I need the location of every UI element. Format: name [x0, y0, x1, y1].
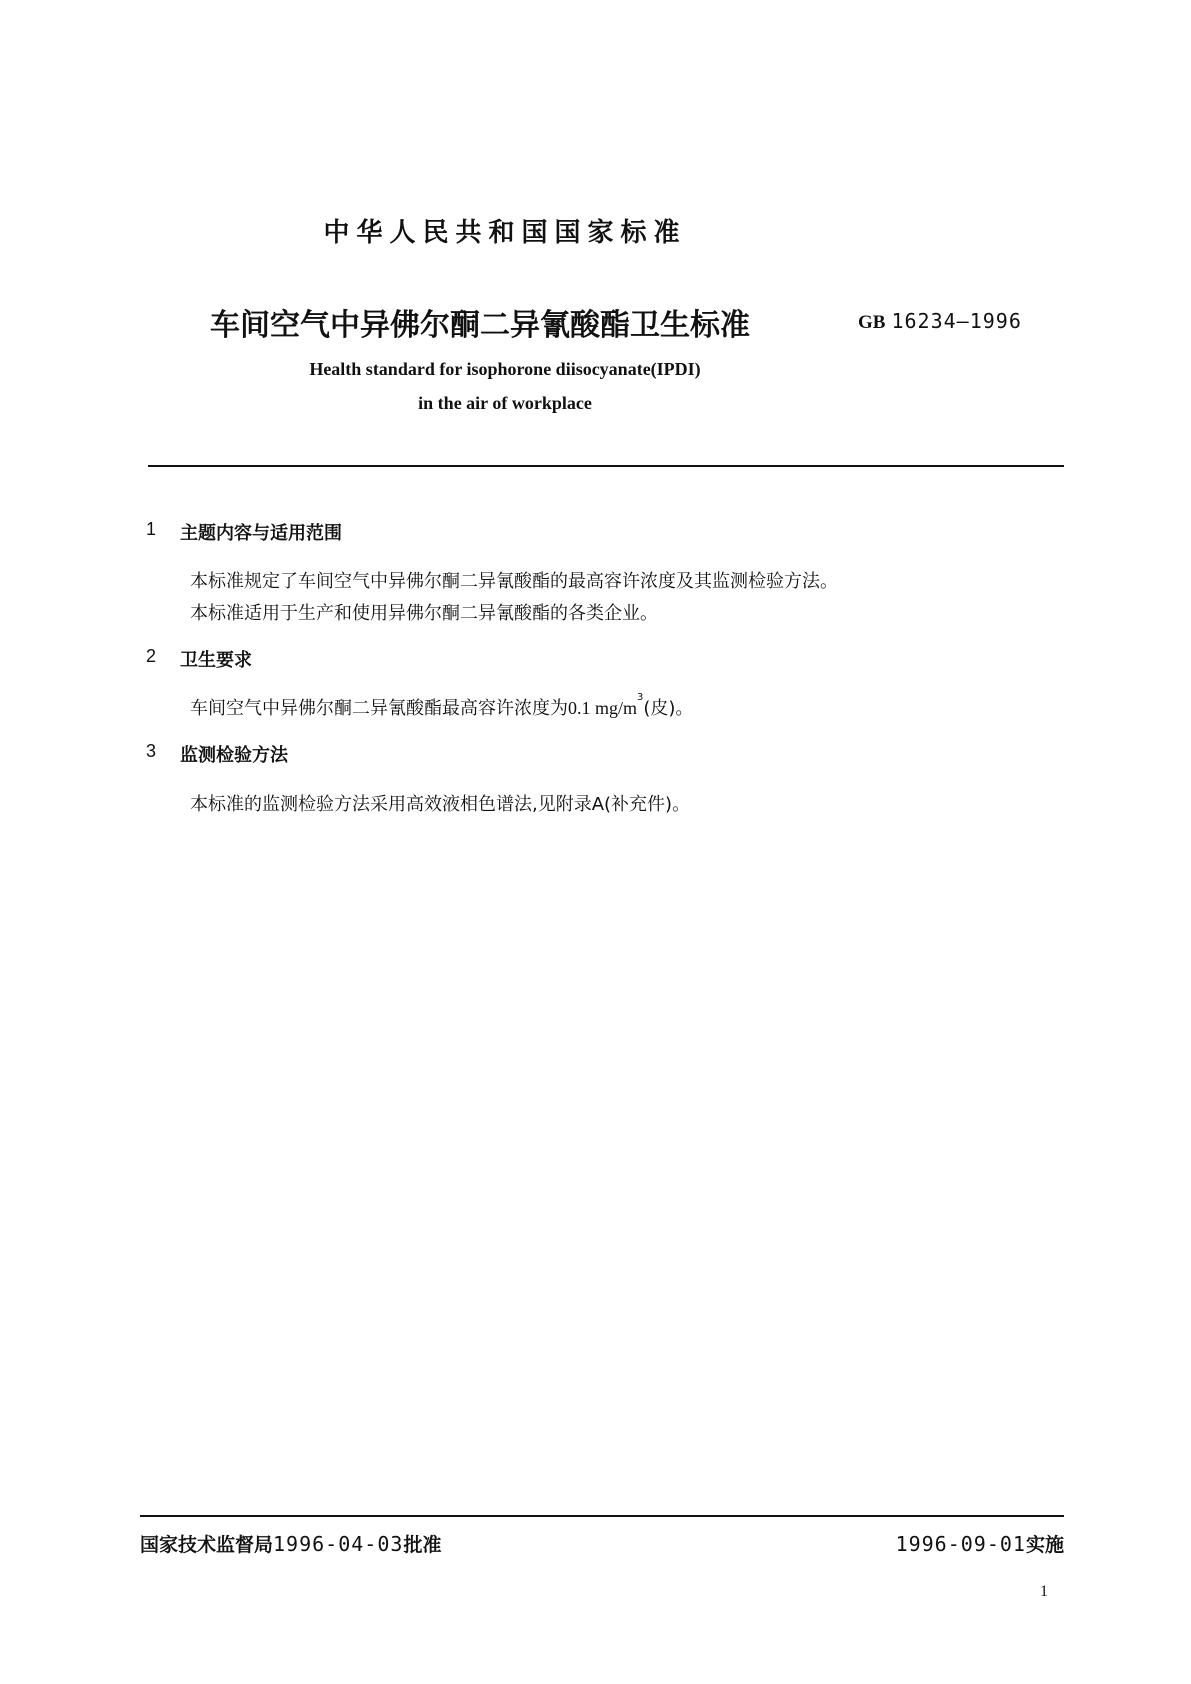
- section-2-paragraph-1: [190, 694, 693, 720]
- section-2-number: 2: [146, 646, 157, 666]
- mac-text-prefix: 车间空气中异佛尔酮二异氰酸酯最高容许浓度为: [190, 698, 568, 719]
- effective-date: 1996-09-01: [895, 1532, 1026, 1556]
- standard-code: [858, 309, 1022, 334]
- approval-label: 批准: [403, 1534, 442, 1556]
- standard-title-en-line1: Health standard for isophorone diisocyanate(IPDI): [309, 359, 701, 379]
- effective-label: 实施: [1025, 1534, 1064, 1556]
- standard-title-en-line2: in the air of workplace: [418, 393, 592, 413]
- approval-line: [140, 1530, 441, 1557]
- header-divider: [148, 465, 1064, 467]
- section-3-number: 3: [146, 741, 157, 761]
- footer-divider: [140, 1515, 1064, 1517]
- section-1-number: 1: [146, 519, 157, 539]
- section-1-heading: 主题内容与适用范围: [180, 523, 342, 544]
- section-1-paragraph-1: 本标准规定了车间空气中异佛尔酮二异氰酸酯的最高容许浓度及其监测检验方法。: [190, 571, 838, 592]
- page-number: 1: [1040, 1583, 1048, 1600]
- approval-date: 1996-04-03: [273, 1532, 404, 1556]
- standard-title-cn: 车间空气中异佛尔酮二异氰酸酯卫生标准: [210, 308, 750, 343]
- section-3-heading: 监测检验方法: [180, 745, 288, 766]
- country-standard-title: 中华人民共和国国家标准: [323, 218, 687, 248]
- standard-code-number: 16234—1996: [891, 309, 1022, 333]
- mac-value: 0.1 mg/m: [568, 698, 638, 718]
- section-3-paragraph-1: 本标准的监测检验方法采用高效液相色谱法,见附录A(补充件)。: [190, 794, 691, 815]
- section-1-paragraph-2: 本标准适用于生产和使用异佛尔酮二异氰酸酯的各类企业。: [190, 603, 658, 624]
- issuer: 国家技术监督局: [140, 1534, 274, 1556]
- section-2-heading: 卫生要求: [180, 650, 252, 671]
- mac-unit-superscript: 3: [637, 692, 644, 703]
- standard-code-prefix: GB: [858, 312, 886, 333]
- mac-text-suffix: (皮)。: [643, 698, 694, 719]
- effective-line: [896, 1530, 1064, 1557]
